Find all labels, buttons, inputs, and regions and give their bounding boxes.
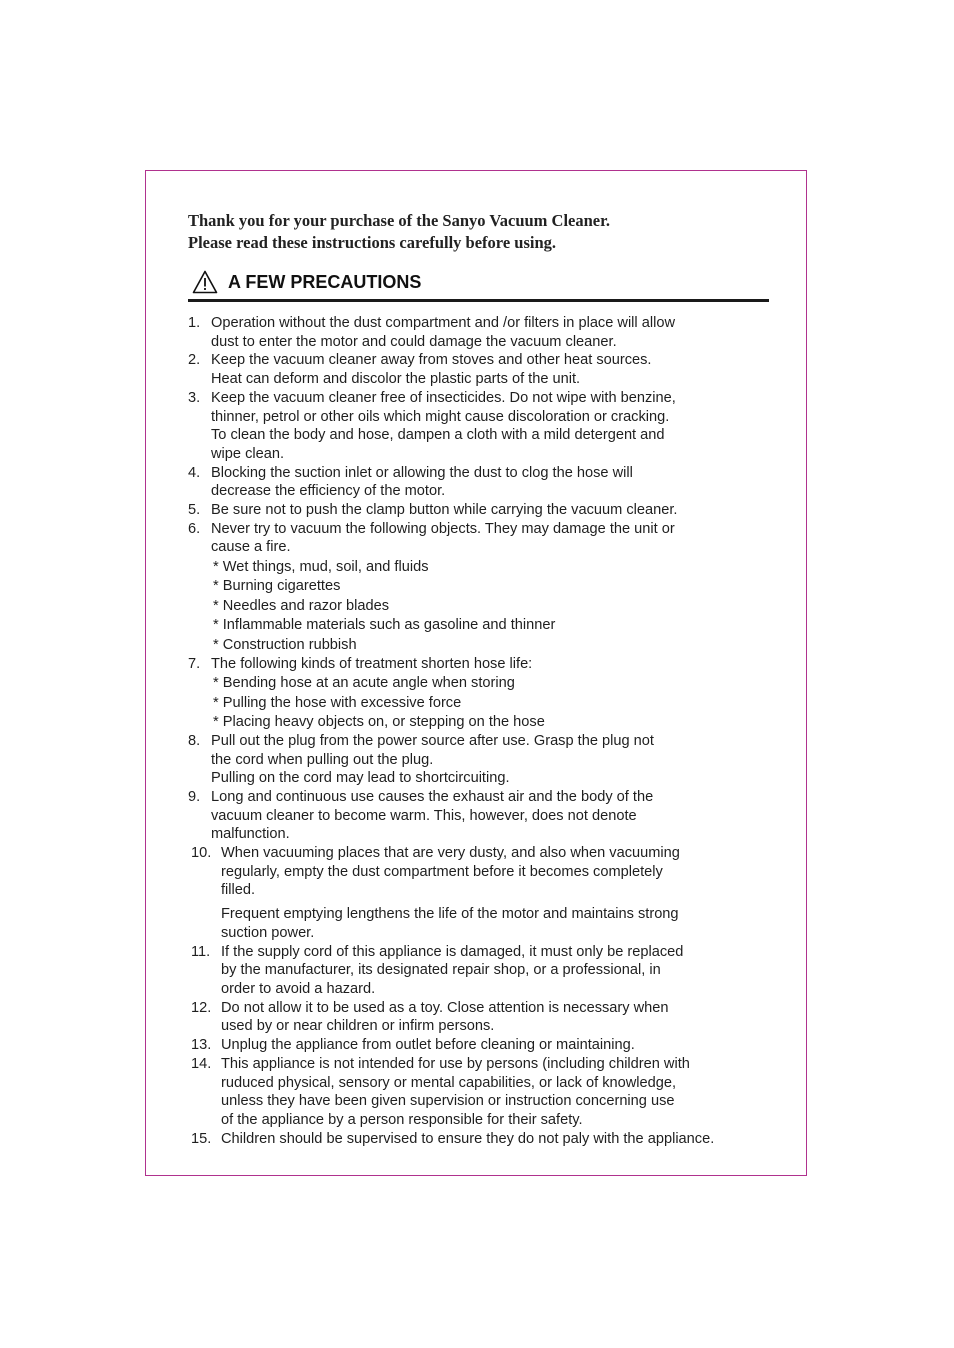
- precaution-item: [188, 788, 788, 844]
- sublist-item: * Inflammable materials such as gasoline and thinner: [213, 617, 556, 634]
- item-number: 11.: [191, 943, 211, 960]
- item-text-line: When vacuuming places that are very dusty, and also when vacuuming: [221, 845, 680, 862]
- item-sublist: [211, 674, 788, 732]
- item-number: 9.: [188, 788, 201, 805]
- item-text-line: Frequent emptying lengthens the life of the motor and maintains strong: [221, 906, 679, 923]
- item-number: 14.: [191, 1055, 212, 1072]
- precaution-item: [188, 464, 788, 501]
- sublist-item: * Placing heavy objects on, or stepping on the hose: [213, 714, 545, 731]
- precaution-item: [188, 844, 788, 943]
- item-text-line: To clean the body and hose, dampen a cloth with a mild detergent and: [211, 427, 665, 444]
- intro-line-1: Thank you for your purchase of the Sanyo Vacuum Cleaner.: [188, 211, 611, 230]
- item-text-line: decrease the efficiency of the motor.: [211, 483, 446, 500]
- item-text-line: by the manufacturer, its designated repair shop, or a professional, in: [221, 962, 661, 979]
- item-text-line: Never try to vacuum the following objects. They may damage the unit or: [211, 520, 675, 537]
- precaution-item: [188, 351, 788, 388]
- item-text-line: dust to enter the motor and could damage the vacuum cleaner.: [211, 333, 617, 350]
- section-divider: [188, 299, 769, 302]
- section-title: A FEW PRECAUTIONS: [228, 272, 422, 292]
- item-text-line: This appliance is not intended for use by persons (including children with: [221, 1055, 690, 1072]
- item-number: 15.: [191, 1130, 212, 1147]
- item-text-line: Long and continuous use causes the exhaust air and the body of the: [211, 788, 654, 805]
- item-number: 6.: [188, 520, 201, 537]
- item-text-line: Be sure not to push the clamp button while carrying the vacuum cleaner.: [211, 502, 678, 519]
- sublist-item: * Burning cigarettes: [213, 578, 341, 595]
- item-text-line: Blocking the suction inlet or allowing the dust to clog the hose will: [211, 464, 633, 481]
- item-text-line: Do not allow it to be used as a toy. Close attention is necessary when: [221, 999, 669, 1016]
- sublist-item: * Construction rubbish: [213, 636, 357, 653]
- item-text-line: Unplug the appliance from outlet before cleaning or maintaining.: [221, 1037, 635, 1054]
- item-text-line: suction power.: [221, 924, 315, 941]
- item-number: 3.: [188, 389, 201, 406]
- item-number: 4.: [188, 464, 201, 481]
- precaution-item: [188, 1036, 788, 1055]
- item-number: 10.: [191, 845, 212, 862]
- sublist-item: * Needles and razor blades: [213, 597, 390, 614]
- precaution-item: [188, 943, 788, 999]
- item-text-line: Keep the vacuum cleaner away from stoves and other heat sources.: [211, 352, 652, 369]
- item-text-line: regularly, empty the dust compartment before it becomes completely: [221, 863, 663, 880]
- intro-line-2: Please read these instructions carefully before using.: [188, 233, 557, 252]
- item-text-line: filled.: [221, 882, 256, 899]
- precautions-list: [188, 314, 788, 1148]
- precaution-item: [188, 389, 788, 464]
- item-text-line: If the supply cord of this appliance is damaged, it must only be replaced: [221, 943, 684, 960]
- item-number: 7.: [188, 655, 201, 672]
- precaution-item: [188, 1055, 788, 1130]
- item-text-line: Keep the vacuum cleaner free of insecticides. Do not wipe with benzine,: [211, 389, 676, 406]
- intro-text: [188, 210, 788, 254]
- item-text-line: wipe clean.: [211, 445, 285, 462]
- item-text-line: Operation without the dust compartment and /or filters in place will allow: [211, 315, 675, 331]
- item-text-line: Pull out the plug from the power source after use. Grasp the plug not: [211, 732, 654, 749]
- precaution-item: [188, 999, 788, 1036]
- item-number: 5.: [188, 502, 201, 519]
- item-text-line: the cord when pulling out the plug.: [211, 751, 434, 768]
- item-text-line: The following kinds of treatment shorten hose life:: [211, 655, 533, 672]
- item-text-line: Children should be supervised to ensure they do not paly with the appliance.: [221, 1130, 715, 1147]
- item-text-line: order to avoid a hazard.: [221, 980, 376, 997]
- warning-triangle-icon: [192, 270, 218, 294]
- precaution-item: [188, 314, 788, 351]
- precaution-item: [188, 520, 788, 655]
- item-text-line: used by or near children or infirm persons.: [221, 1018, 495, 1035]
- item-text-line: Heat can deform and discolor the plastic parts of the unit.: [211, 371, 581, 388]
- item-text-line: unless they have been given supervision or instruction concerning use: [221, 1093, 675, 1110]
- precaution-item: [188, 655, 788, 732]
- precaution-item: [188, 1130, 788, 1149]
- item-number: 8.: [188, 732, 201, 749]
- item-sublist: [211, 558, 788, 655]
- item-text-line: malfunction.: [211, 826, 290, 843]
- item-number: 13.: [191, 1037, 212, 1054]
- item-text-line: vacuum cleaner to become warm. This, however, does not denote: [211, 807, 637, 824]
- item-text-line: Pulling on the cord may lead to shortcircuiting.: [211, 770, 510, 787]
- precaution-item: [188, 501, 788, 520]
- sublist-item: * Wet things, mud, soil, and fluids: [213, 558, 429, 575]
- item-text-line: ruduced physical, sensory or mental capabilities, or lack of knowledge,: [221, 1074, 677, 1091]
- item-number: 1.: [188, 315, 201, 331]
- item-number: 12.: [191, 999, 212, 1016]
- item-text-line: of the appliance by a person responsible for their safety.: [221, 1111, 583, 1128]
- item-text-line: cause a fire.: [211, 539, 291, 556]
- sublist-item: * Pulling the hose with excessive force: [213, 694, 462, 711]
- item-text-line: thinner, petrol or other oils which might cause discoloration or cracking.: [211, 408, 670, 425]
- item-number: 2.: [188, 352, 201, 369]
- sublist-item: * Bending hose at an acute angle when storing: [213, 675, 515, 692]
- precaution-item: [188, 732, 788, 788]
